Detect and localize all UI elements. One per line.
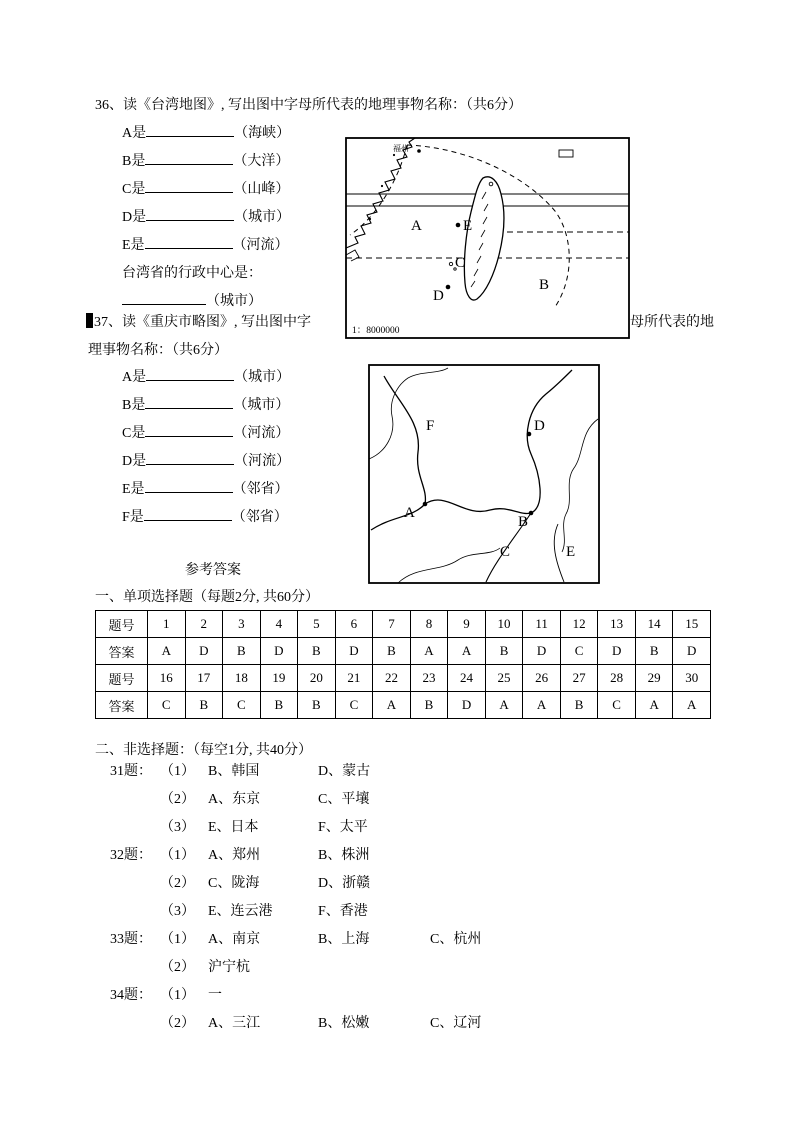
answer-line [110, 1010, 730, 1038]
question-label [110, 898, 160, 926]
penghu-islet [449, 262, 452, 265]
q37-items [122, 364, 290, 532]
answer-item: C、平壤 [318, 792, 370, 807]
answer-item [430, 842, 730, 870]
answer-item: E、连云港 [208, 904, 273, 919]
answer-line [110, 870, 730, 898]
table-cell: 21 [335, 665, 373, 692]
section2-answer-list [110, 758, 730, 1038]
answer-blank [146, 207, 234, 221]
table-row [96, 638, 711, 665]
item-label: C是 [122, 426, 146, 441]
table-cell: 22 [373, 665, 411, 692]
item-hint: （城市） [233, 398, 290, 413]
table-cell: 9 [448, 611, 486, 638]
answer-item: F、太平 [318, 820, 368, 835]
table-cell: 17 [185, 665, 223, 692]
part-number: （2） [160, 1016, 195, 1031]
river-northeast [527, 370, 572, 513]
answer-blank [146, 367, 234, 381]
answer-item: A、郑州 [208, 848, 261, 863]
taiwan-map [345, 137, 630, 339]
part-number: （2） [160, 960, 195, 975]
table-cell: B [410, 692, 448, 719]
answer-line [110, 982, 730, 1010]
answer-line [110, 758, 730, 786]
city-dot-e [456, 223, 461, 228]
question-label: 34题： [110, 988, 152, 1003]
city-dot-d [446, 285, 451, 290]
section1-title: 一、单项选择题（每题2分, 共60分） [95, 590, 319, 605]
table-cell: 11 [523, 611, 561, 638]
islet-dot [393, 154, 395, 156]
table-cell: B [223, 638, 261, 665]
answer-item [430, 870, 730, 898]
answer-item [430, 786, 730, 814]
table-cell: C [223, 692, 261, 719]
boundary-line [398, 548, 500, 583]
reference-answers-heading: 参考答案 [185, 563, 241, 578]
table-cell: 23 [410, 665, 448, 692]
table-cell: 16 [148, 665, 186, 692]
table-cell: 8 [410, 611, 448, 638]
item-hint: （城市） [206, 294, 262, 309]
item-label: D是 [122, 454, 147, 469]
item-hint: （河流） [233, 426, 290, 441]
table-cell: 4 [260, 611, 298, 638]
q37-item-e [122, 476, 290, 504]
map-label-b: B [518, 514, 529, 530]
section2-title: 二、非选择题：（每空1分, 共40分） [95, 743, 312, 758]
city-dot-fuzhou [417, 149, 421, 153]
table-cell: 5 [298, 611, 336, 638]
islet-dot [381, 185, 383, 187]
answer-item: C、陇海 [208, 876, 260, 891]
highlight-marker [86, 313, 93, 328]
table-cell: A [485, 692, 523, 719]
answer-blank [145, 479, 233, 493]
map-label-d: D [534, 418, 545, 434]
answer-item [318, 954, 430, 982]
answer-item: C、辽河 [430, 1016, 482, 1031]
item-hint: （城市） [234, 210, 291, 225]
table-cell: 20 [298, 665, 336, 692]
answer-blank [146, 123, 234, 137]
table-cell: A [448, 638, 486, 665]
table-cell: C [335, 692, 373, 719]
item-label: A是 [122, 370, 147, 385]
table-cell: 18 [223, 665, 261, 692]
table-cell: 29 [635, 665, 673, 692]
answer-item: D、蒙古 [318, 764, 371, 779]
river-jialing [384, 376, 425, 504]
table-cell: B [298, 692, 336, 719]
question-label: 31题： [110, 764, 152, 779]
answer-table [95, 610, 711, 719]
table-cell: 10 [485, 611, 523, 638]
table-cell: B [260, 692, 298, 719]
answer-blank [145, 179, 233, 193]
answer-item [430, 814, 730, 842]
answer-item [430, 982, 730, 1010]
item-label: B是 [122, 154, 146, 169]
table-cell: D [185, 638, 223, 665]
answer-line [110, 898, 730, 926]
answer-blank [146, 451, 234, 465]
table-cell: 2 [185, 611, 223, 638]
table-cell: D [523, 638, 561, 665]
q37-title-text: 37、读《重庆市略图》, 写出图中字 [94, 315, 311, 330]
table-cell: D [260, 638, 298, 665]
answer-blank [145, 395, 233, 409]
answer-item: A、三江 [208, 1016, 261, 1031]
table-cell: 27 [560, 665, 598, 692]
answer-item: B、韩国 [208, 764, 260, 779]
answer-item: E、日本 [208, 820, 259, 835]
answer-blank [145, 423, 233, 437]
part-number: （1） [160, 848, 195, 863]
answer-item: 沪宁杭 [208, 960, 250, 975]
table-cell: B [485, 638, 523, 665]
answer-blank [122, 291, 206, 305]
q37-item-a [122, 364, 290, 392]
table-cell: 24 [448, 665, 486, 692]
table-cell: 15 [673, 611, 711, 638]
table-header-cell: 题号 [96, 611, 148, 638]
table-cell: B [298, 638, 336, 665]
item-label: D是 [122, 210, 147, 225]
part-number: （3） [160, 904, 195, 919]
question-label [110, 1010, 160, 1038]
answer-item: C、杭州 [430, 932, 482, 947]
answer-blank [144, 507, 232, 521]
item-hint: （山峰） [233, 182, 290, 197]
part-number: （1） [160, 764, 195, 779]
q37-item-c [122, 420, 290, 448]
item-hint: （邻省） [231, 510, 288, 525]
river-yangtze [371, 500, 531, 530]
table-cell: D [598, 638, 636, 665]
table-cell: D [448, 692, 486, 719]
map-border [369, 365, 599, 583]
map-scale-label: 1：8000000 [352, 326, 400, 336]
chongqing-map [368, 364, 600, 584]
item-label: A是 [122, 126, 147, 141]
part-number: （1） [160, 988, 195, 1003]
table-cell: A [673, 692, 711, 719]
table-cell: 28 [598, 665, 636, 692]
boundary-line [562, 419, 598, 552]
item-label: E是 [122, 238, 145, 253]
answer-item: D、浙赣 [318, 876, 371, 891]
answer-line [110, 954, 730, 982]
question-label: 32题： [110, 848, 152, 863]
table-cell: D [673, 638, 711, 665]
map-city-label: 福州 [393, 144, 409, 153]
item-label: E是 [122, 482, 145, 497]
q36-title: 36、读《台湾地图》, 写出图中字母所代表的地理事物名称：（共6分） [95, 98, 522, 113]
item-hint: （河流） [232, 238, 289, 253]
answer-item: A、南京 [208, 932, 261, 947]
table-header-cell: 答案 [96, 638, 148, 665]
table-cell: B [635, 638, 673, 665]
map-label-c: C [455, 255, 466, 271]
question-label [110, 954, 160, 982]
q36-admin-label: 台湾省的行政中心是： [122, 266, 262, 281]
table-cell: C [148, 692, 186, 719]
coast-detail [346, 250, 359, 261]
item-hint: （城市） [234, 370, 291, 385]
answer-item: F、香港 [318, 904, 368, 919]
item-hint: （河流） [234, 454, 291, 469]
item-hint: （邻省） [232, 482, 289, 497]
answer-blank [145, 151, 233, 165]
question-label [110, 870, 160, 898]
question-label: 33题： [110, 932, 152, 947]
table-cell: 6 [335, 611, 373, 638]
part-number: （3） [160, 820, 195, 835]
table-row [96, 665, 711, 692]
answer-item: A、东京 [208, 792, 261, 807]
map-label-a: A [411, 218, 422, 234]
part-number: （1） [160, 932, 195, 947]
answer-item [430, 758, 730, 786]
table-cell: A [410, 638, 448, 665]
map-label-d: D [433, 288, 444, 304]
q37-item-d [122, 448, 290, 476]
table-cell: B [185, 692, 223, 719]
q37-title-line1 [86, 311, 311, 331]
city-dot-b [529, 511, 534, 516]
table-header-cell: 答案 [96, 692, 148, 719]
chongqing-map-figure [368, 364, 600, 584]
table-cell: D [335, 638, 373, 665]
answer-item [430, 898, 730, 926]
map-label-e: E [566, 544, 576, 560]
answer-blank [145, 235, 233, 249]
taiwan-map-figure [345, 137, 630, 339]
table-cell: A [148, 638, 186, 665]
answer-item [430, 954, 730, 982]
table-cell: B [373, 638, 411, 665]
item-hint: （大洋） [233, 154, 290, 169]
table-cell: 25 [485, 665, 523, 692]
map-label-f: F [426, 418, 435, 434]
answer-line [110, 814, 730, 842]
item-hint: （海峡） [234, 126, 291, 141]
part-number: （2） [160, 876, 195, 891]
question-label [110, 814, 160, 842]
dashed-boundary-arc [350, 145, 407, 235]
item-label: F是 [122, 510, 144, 525]
table-header-cell: 题号 [96, 665, 148, 692]
river-south-east [554, 524, 564, 582]
map-label-e: E [463, 218, 473, 234]
q37-title-line2: 理事物名称：（共6分） [88, 343, 228, 358]
table-cell: 12 [560, 611, 598, 638]
map-label-a: A [404, 505, 415, 521]
table-cell: 19 [260, 665, 298, 692]
answer-line [110, 842, 730, 870]
answer-item [318, 982, 430, 1010]
answer-item: B、上海 [318, 932, 370, 947]
map-label-b: B [539, 277, 550, 293]
map-label-c: C [500, 544, 511, 560]
table-cell: B [560, 692, 598, 719]
table-cell: 7 [373, 611, 411, 638]
table-cell: 13 [598, 611, 636, 638]
answer-item: 一 [208, 988, 222, 1003]
question-label [110, 786, 160, 814]
part-number: （2） [160, 792, 195, 807]
table-cell: 3 [223, 611, 261, 638]
table-row [96, 611, 711, 638]
answer-item: B、松嫩 [318, 1016, 370, 1031]
answer-item: B、株洲 [318, 848, 370, 863]
q37-item-b [122, 392, 290, 420]
answer-line [110, 786, 730, 814]
table-cell: A [635, 692, 673, 719]
table-cell: A [373, 692, 411, 719]
river-dot-d [527, 432, 532, 437]
islet-outline [559, 150, 573, 157]
table-cell: C [560, 638, 598, 665]
table-cell: 30 [673, 665, 711, 692]
table-cell: 14 [635, 611, 673, 638]
table-cell: 1 [148, 611, 186, 638]
table-cell: A [523, 692, 561, 719]
table-cell: 26 [523, 665, 561, 692]
q37-item-f [122, 504, 290, 532]
table-row [96, 692, 711, 719]
q37-title-right-fragment: 母所代表的地 [630, 315, 714, 330]
city-dot-a [423, 502, 428, 507]
item-label: C是 [122, 182, 146, 197]
answer-line [110, 926, 730, 954]
table-cell: C [598, 692, 636, 719]
item-label: B是 [122, 398, 146, 413]
